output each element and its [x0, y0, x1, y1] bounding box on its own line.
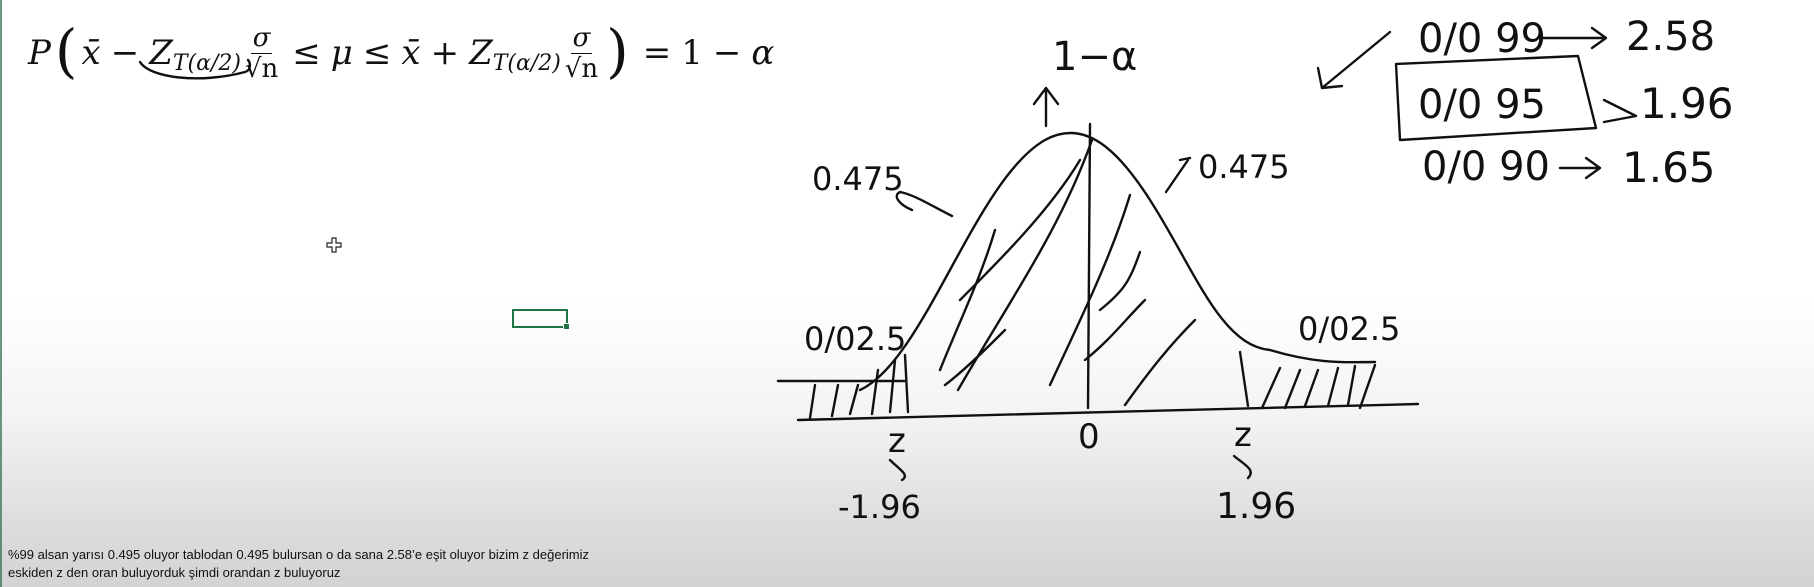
z-left-arrow — [890, 460, 905, 480]
caption-line: eskiden z den oran buluyorduk şimdi orandan z buluyoruz — [8, 565, 341, 580]
z-90-value: 1.65 — [1622, 143, 1716, 192]
formula-xbar: x̄ — [401, 33, 421, 73]
right-tail-hatch — [1240, 352, 1248, 406]
formula-P: P — [28, 33, 51, 73]
conf-90-label: 0/0 90 — [1422, 144, 1550, 190]
right-tail-hatch — [1305, 370, 1318, 406]
formula-equals: = — [642, 33, 672, 73]
formula-minus: − — [712, 33, 742, 73]
z-right-symbol: z — [1234, 415, 1252, 455]
formula-close-paren: ) — [606, 17, 629, 85]
caption-line: %99 alsan yarısı 0.495 oluyor tablodan 0.495 bulursan o da sana 2.58’e eşit oluyor bizim z değerimiz — [8, 547, 590, 562]
z-95-value: 1.96 — [1640, 79, 1734, 128]
z-right-arrow — [1234, 456, 1251, 478]
formula-alpha: α — [751, 33, 775, 73]
right-tail-hatch — [1328, 368, 1338, 406]
right-center-area-label: 0.475 — [1198, 148, 1290, 186]
left-center-area-label: 0.475 — [812, 160, 904, 198]
right-tail-hatch — [1348, 366, 1355, 405]
left-tail-label: 0/02.5 — [804, 320, 907, 358]
formula-sigma: σ — [572, 22, 591, 53]
right-tail-hatch — [1262, 368, 1280, 408]
conf-99-label: 0/0 99 — [1418, 16, 1546, 62]
formula-z: Z — [149, 33, 173, 73]
right-tail-hatch — [1285, 370, 1300, 408]
z-right-value: 1.96 — [1216, 486, 1297, 527]
center-line — [1088, 124, 1090, 408]
formula-sqrt-n: √n — [244, 53, 279, 84]
center-zero-label: 0 — [1078, 417, 1100, 457]
selected-cell[interactable] — [512, 309, 568, 328]
formula-mu: μ — [330, 33, 353, 73]
formula-sigma: σ — [252, 22, 271, 53]
formula-minus: − — [110, 33, 140, 73]
conf-95-label: 0/0 95 — [1418, 82, 1546, 128]
left-area-pointer — [897, 192, 952, 216]
formula-xbar: x̄ — [81, 33, 101, 73]
normal-curve — [860, 133, 1375, 390]
left-tail-hatch — [872, 370, 878, 414]
hatch-line — [1085, 300, 1145, 360]
z-left-symbol: z — [888, 421, 906, 461]
formula-le: ≤ — [292, 33, 321, 73]
left-tail-hatch — [810, 385, 815, 418]
arrow-95 — [1604, 100, 1636, 122]
cell-cursor-icon — [326, 237, 342, 253]
fill-handle[interactable] — [563, 323, 570, 330]
right-tail-hatch — [1360, 365, 1375, 408]
arrow-99 — [1540, 28, 1606, 48]
z-underline-stroke — [140, 60, 250, 78]
formula-plus: + — [430, 33, 460, 73]
formula-z-subscript: T(α/2) — [172, 50, 241, 76]
right-area-pointer — [1166, 158, 1190, 192]
left-tail-hatch — [890, 360, 895, 412]
note-caption — [8, 546, 589, 582]
right-tail-label: 0/02.5 — [1298, 310, 1401, 348]
up-arrow — [1034, 88, 1058, 126]
formula-one: 1 — [681, 33, 703, 73]
hatch-line — [958, 140, 1092, 390]
z-left-value: -1.96 — [838, 488, 921, 526]
diagonal-arrow — [1318, 32, 1390, 88]
z-99-value: 2.58 — [1626, 14, 1716, 60]
formula-open-paren: ( — [54, 17, 78, 85]
formula-sqrt-n: √n — [564, 53, 599, 84]
formula-le: ≤ — [362, 33, 392, 73]
one-minus-alpha-label: 1−α — [1052, 34, 1138, 80]
left-tail-hatch — [850, 385, 858, 414]
left-tail-hatch — [832, 385, 838, 416]
formula-z: Z — [469, 33, 493, 73]
left-tail-hatch — [905, 355, 908, 412]
hatch-line — [1125, 320, 1195, 405]
arrow-90 — [1560, 158, 1600, 178]
formula-z-subscript: T(α/2) — [492, 50, 561, 76]
